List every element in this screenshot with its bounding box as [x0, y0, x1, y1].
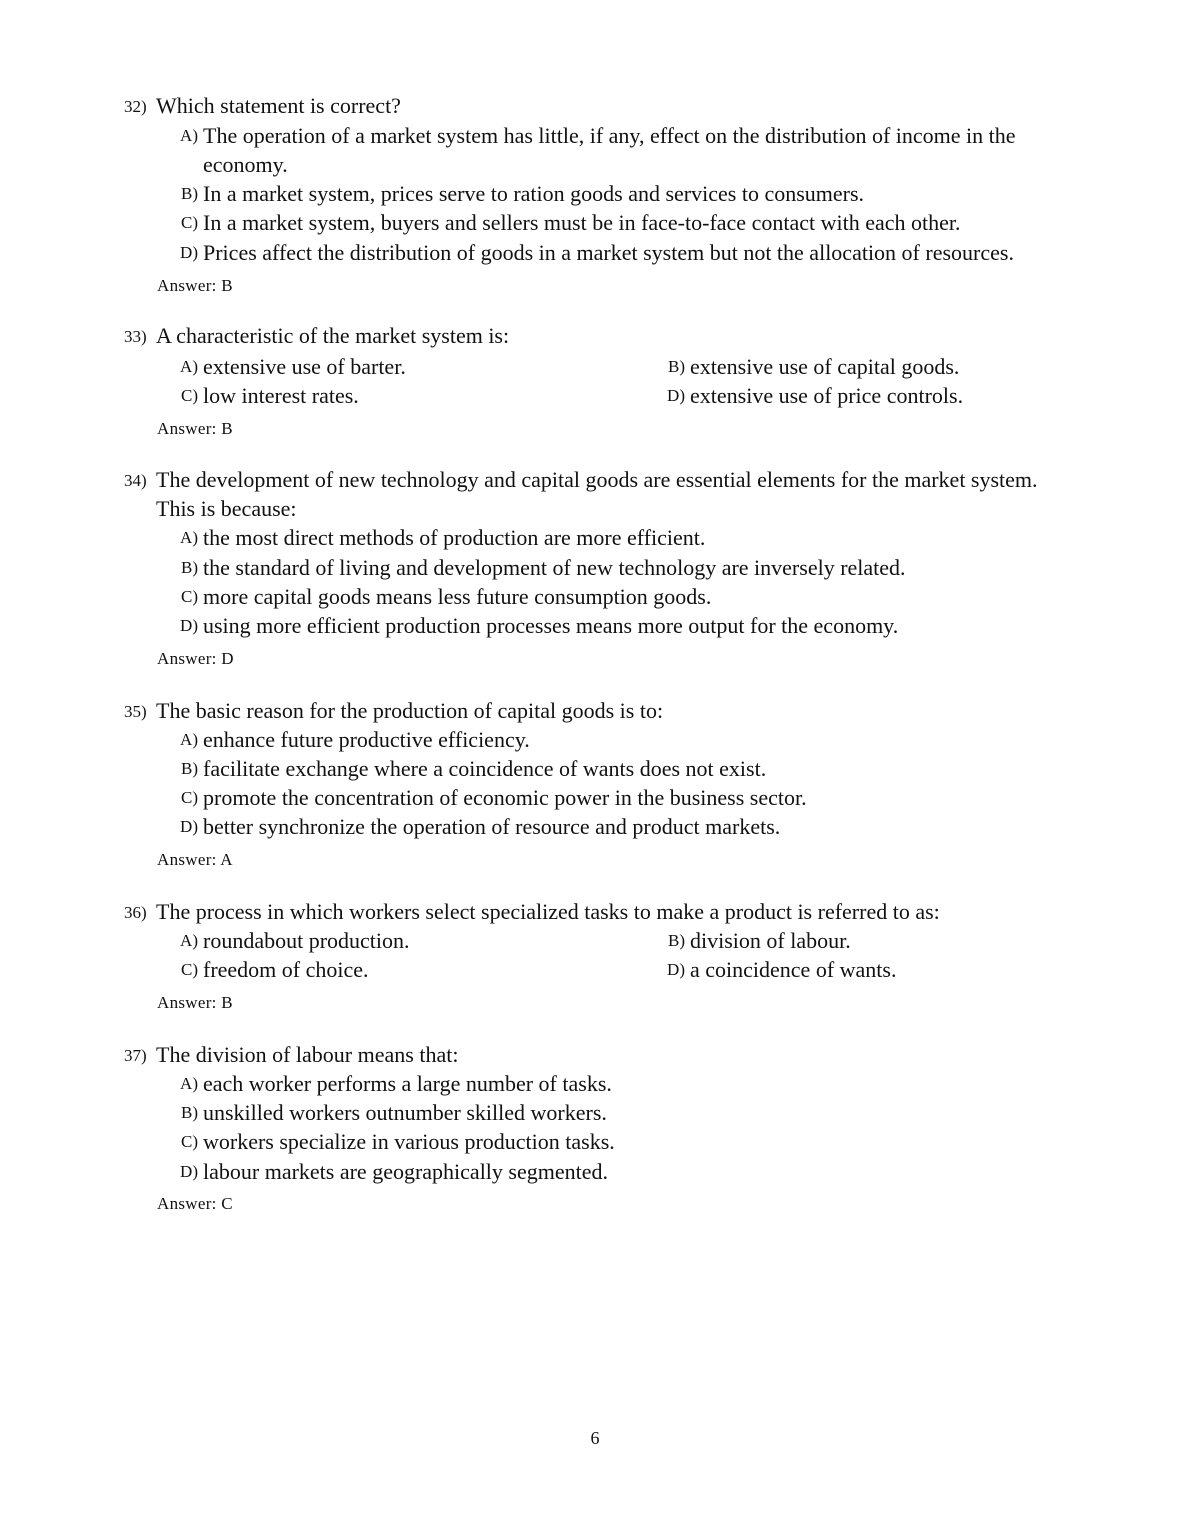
question-number: 33)	[124, 327, 147, 346]
option-text: In a market system, prices serve to ration goods and services to consumers.	[203, 181, 865, 206]
option-label: C)	[181, 1132, 198, 1151]
option-label: D)	[667, 960, 685, 979]
answer: Answer: B	[157, 993, 233, 1012]
option-text: a coincidence of wants.	[690, 957, 897, 982]
option-label: C)	[181, 960, 198, 979]
option-label: D)	[180, 1162, 198, 1181]
option-label: A)	[180, 126, 198, 145]
option-label: A)	[180, 528, 198, 547]
answer: Answer: B	[157, 419, 233, 438]
option-label: C)	[181, 788, 198, 807]
option-text: the most direct methods of production are more efficient.	[203, 525, 706, 550]
answer: Answer: B	[157, 276, 233, 295]
question-stem: This is because:	[156, 496, 297, 521]
option-text: extensive use of price controls.	[690, 383, 964, 408]
option-text: extensive use of capital goods.	[690, 354, 960, 379]
question-stem: The development of new technology and capital goods are essential elements for the market system.	[156, 467, 1038, 492]
option-label: B)	[668, 931, 685, 950]
option-label: B)	[181, 1103, 198, 1122]
question-stem: The division of labour means that:	[156, 1042, 459, 1067]
option-text: In a market system, buyers and sellers must be in face-to-face contact with each other.	[203, 210, 961, 235]
option-label: A)	[180, 357, 198, 376]
question-stem: A characteristic of the market system is:	[156, 323, 510, 348]
option-text: extensive use of barter.	[203, 354, 406, 379]
option-label: C)	[181, 213, 198, 232]
answer: Answer: D	[157, 649, 234, 668]
option-text: unskilled workers outnumber skilled workers.	[203, 1100, 607, 1125]
option-text: facilitate exchange where a coincidence of wants does not exist.	[203, 756, 767, 781]
option-text: freedom of choice.	[203, 957, 369, 982]
option-label: B)	[181, 759, 198, 778]
option-text: using more efficient production processes means more output for the economy.	[203, 613, 899, 638]
option-text: promote the concentration of economic power in the business sector.	[203, 785, 807, 810]
option-text: division of labour.	[690, 928, 851, 953]
option-text: more capital goods means less future consumption goods.	[203, 584, 712, 609]
option-text: roundabout production.	[203, 928, 410, 953]
option-label: D)	[180, 817, 198, 836]
option-label: C)	[181, 587, 198, 606]
question-number: 36)	[124, 903, 147, 922]
answer: Answer: C	[157, 1194, 233, 1213]
question-number: 35)	[124, 702, 147, 721]
option-text: workers specialize in various production tasks.	[203, 1129, 615, 1154]
question-stem: The basic reason for the production of capital goods is to:	[156, 698, 664, 723]
option-label: A)	[180, 931, 198, 950]
question-stem: Which statement is correct?	[156, 93, 401, 118]
option-text: better synchronize the operation of resource and product markets.	[203, 814, 781, 839]
option-label: C)	[181, 386, 198, 405]
answer: Answer: A	[157, 850, 233, 869]
option-label: B)	[668, 357, 685, 376]
option-text: low interest rates.	[203, 383, 359, 408]
option-text: enhance future productive efficiency.	[203, 727, 530, 752]
option-label: D)	[180, 616, 198, 635]
option-label: A)	[180, 1074, 198, 1093]
option-text: economy.	[203, 152, 288, 177]
option-label: B)	[181, 184, 198, 203]
page-number: 6	[590, 1428, 600, 1448]
option-label: B)	[181, 558, 198, 577]
option-text: labour markets are geographically segmented.	[203, 1159, 609, 1184]
question-stem: The process in which workers select specialized tasks to make a product is referred to as:	[156, 899, 940, 924]
option-label: A)	[180, 730, 198, 749]
option-text: each worker performs a large number of tasks.	[203, 1071, 612, 1096]
option-text: Prices affect the distribution of goods in a market system but not the allocation of resources.	[203, 240, 1014, 265]
option-text: the standard of living and development of new technology are inversely related.	[203, 555, 906, 580]
question-number: 34)	[124, 471, 147, 490]
question-number: 37)	[124, 1046, 147, 1065]
option-text: The operation of a market system has little, if any, effect on the distribution of income in the	[203, 123, 1016, 148]
option-label: D)	[667, 386, 685, 405]
question-number: 32)	[124, 97, 147, 116]
option-label: D)	[180, 243, 198, 262]
